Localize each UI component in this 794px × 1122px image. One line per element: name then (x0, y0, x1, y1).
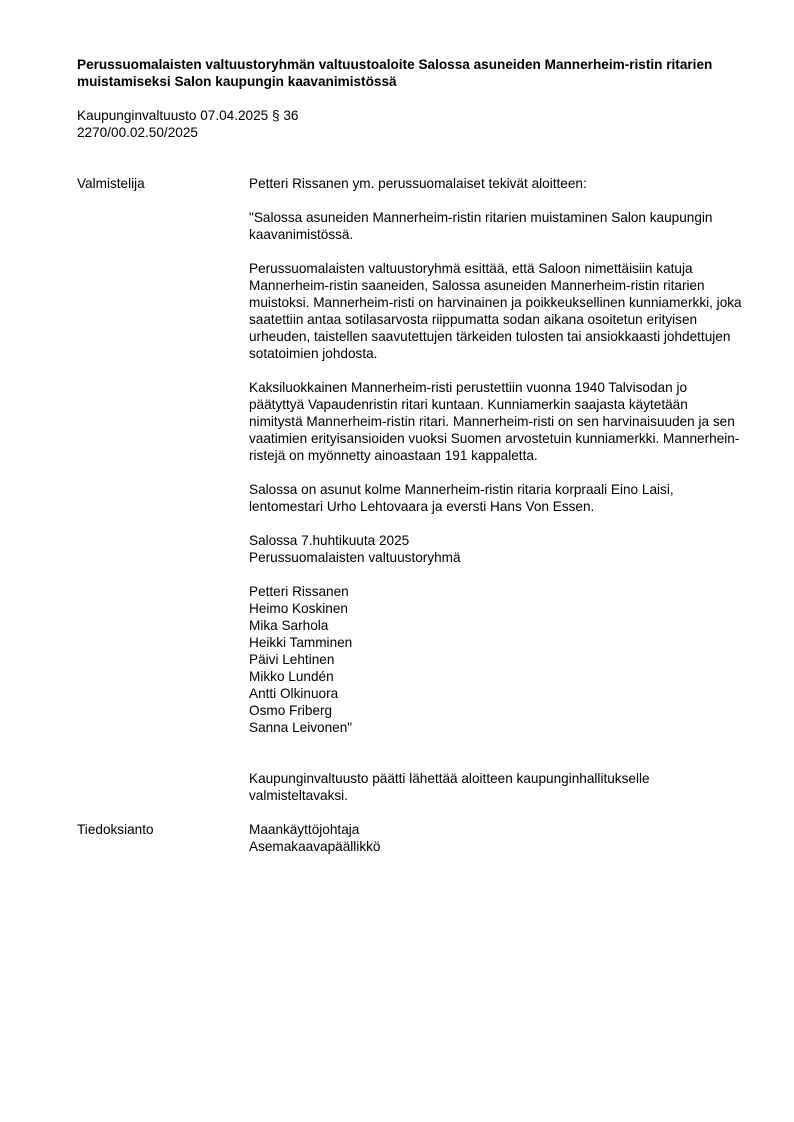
date-group-block (249, 532, 745, 566)
valmistelija-content (249, 175, 745, 804)
quote-title: "Salossa asuneiden Mannerheim-ristin ritarien muistaminen Salon kaupungin kaavanimistössä. (249, 210, 713, 242)
group-line: Perussuomalaisten valtuustoryhmä (249, 550, 461, 565)
decision-text: Kaupunginvaltuusto päätti lähettää aloitteen kaupunginhallitukselle valmisteltavaksi. (249, 771, 650, 803)
recipient: Asemakaavapäällikkö (249, 839, 381, 854)
document-title: Perussuomalaisten valtuustoryhmän valtuustoaloite Salossa asuneiden Mannerheim-ristin ritarien muistamiseksi Salon kaupungin kaavanimistössä (77, 57, 713, 89)
signatory: Osmo Friberg (249, 703, 333, 718)
signatory: Päivi Lehtinen (249, 652, 335, 667)
tiedoksianto-section (77, 821, 757, 855)
signatory: Sanna Leivonen" (249, 720, 353, 735)
signatory-list (249, 583, 745, 736)
valmistelija-label: Valmistelija (77, 176, 145, 191)
recipient-list (249, 821, 745, 855)
document-page (77, 56, 757, 855)
record-id: 2270/00.02.50/2025 (77, 125, 198, 140)
signatory: Petteri Rissanen (249, 584, 349, 599)
paragraph-history: Kaksiluokkainen Mannerheim-risti perustettiin vuonna 1940 Talvisodan jo päätyttyä Vapaudenristin ritari kuntaan. Kunniamerkin saajasta käytetään nimitystä Mannerheim-ristin ritari. Mannerheim-risti on sen harvinaisuuden ja sen vaatimien erityisansioiden vuoksi Suomen arvostetuin kunniamerkki. Mannerhein-ristejä on myönnetty ainoastaan 191 kappaletta. (249, 380, 740, 463)
recipient: Maankäyttöjohtaja (249, 822, 360, 837)
signatory: Mikko Lundén (249, 669, 334, 684)
date-line: Salossa 7.huhtikuuta 2025 (249, 533, 410, 548)
signatory: Heimo Koskinen (249, 601, 348, 616)
signatory: Antti Olkinuora (249, 686, 339, 701)
tiedoksianto-label: Tiedoksianto (77, 822, 154, 837)
meeting-meta (77, 107, 757, 141)
signatory: Heikki Tamminen (249, 635, 353, 650)
paragraph-proposal: Perussuomalaisten valtuustoryhmä esittää, että Saloon nimettäisiin katuja Mannerheim-ristin saaneiden, Salossa asuneiden Mannerheim-ristin ritarien muistoksi. Mannerheim-risti on harvinainen ja poikkeuksellinen kunniamerkki, joka saatettiin antaa sotilasarvosta riippumatta sodan aikana osoitetun erityisen urheuden, taistellen saavutettujen tärkeiden tulosten tai ansiokkaasti johdettujen sotatoimien johdosta. (249, 261, 742, 361)
paragraph-knights: Salossa on asunut kolme Mannerheim-ristin ritaria korpraali Eino Laisi, lentomestari Urho Lehtovaara ja eversti Hans Von Essen. (249, 482, 674, 514)
intro-text: Petteri Rissanen ym. perussuomalaiset tekivät aloitteen: (249, 176, 587, 191)
valmistelija-section (77, 175, 757, 804)
meeting-reference: Kaupunginvaltuusto 07.04.2025 § 36 (77, 108, 299, 123)
signatory: Mika Sarhola (249, 618, 329, 633)
